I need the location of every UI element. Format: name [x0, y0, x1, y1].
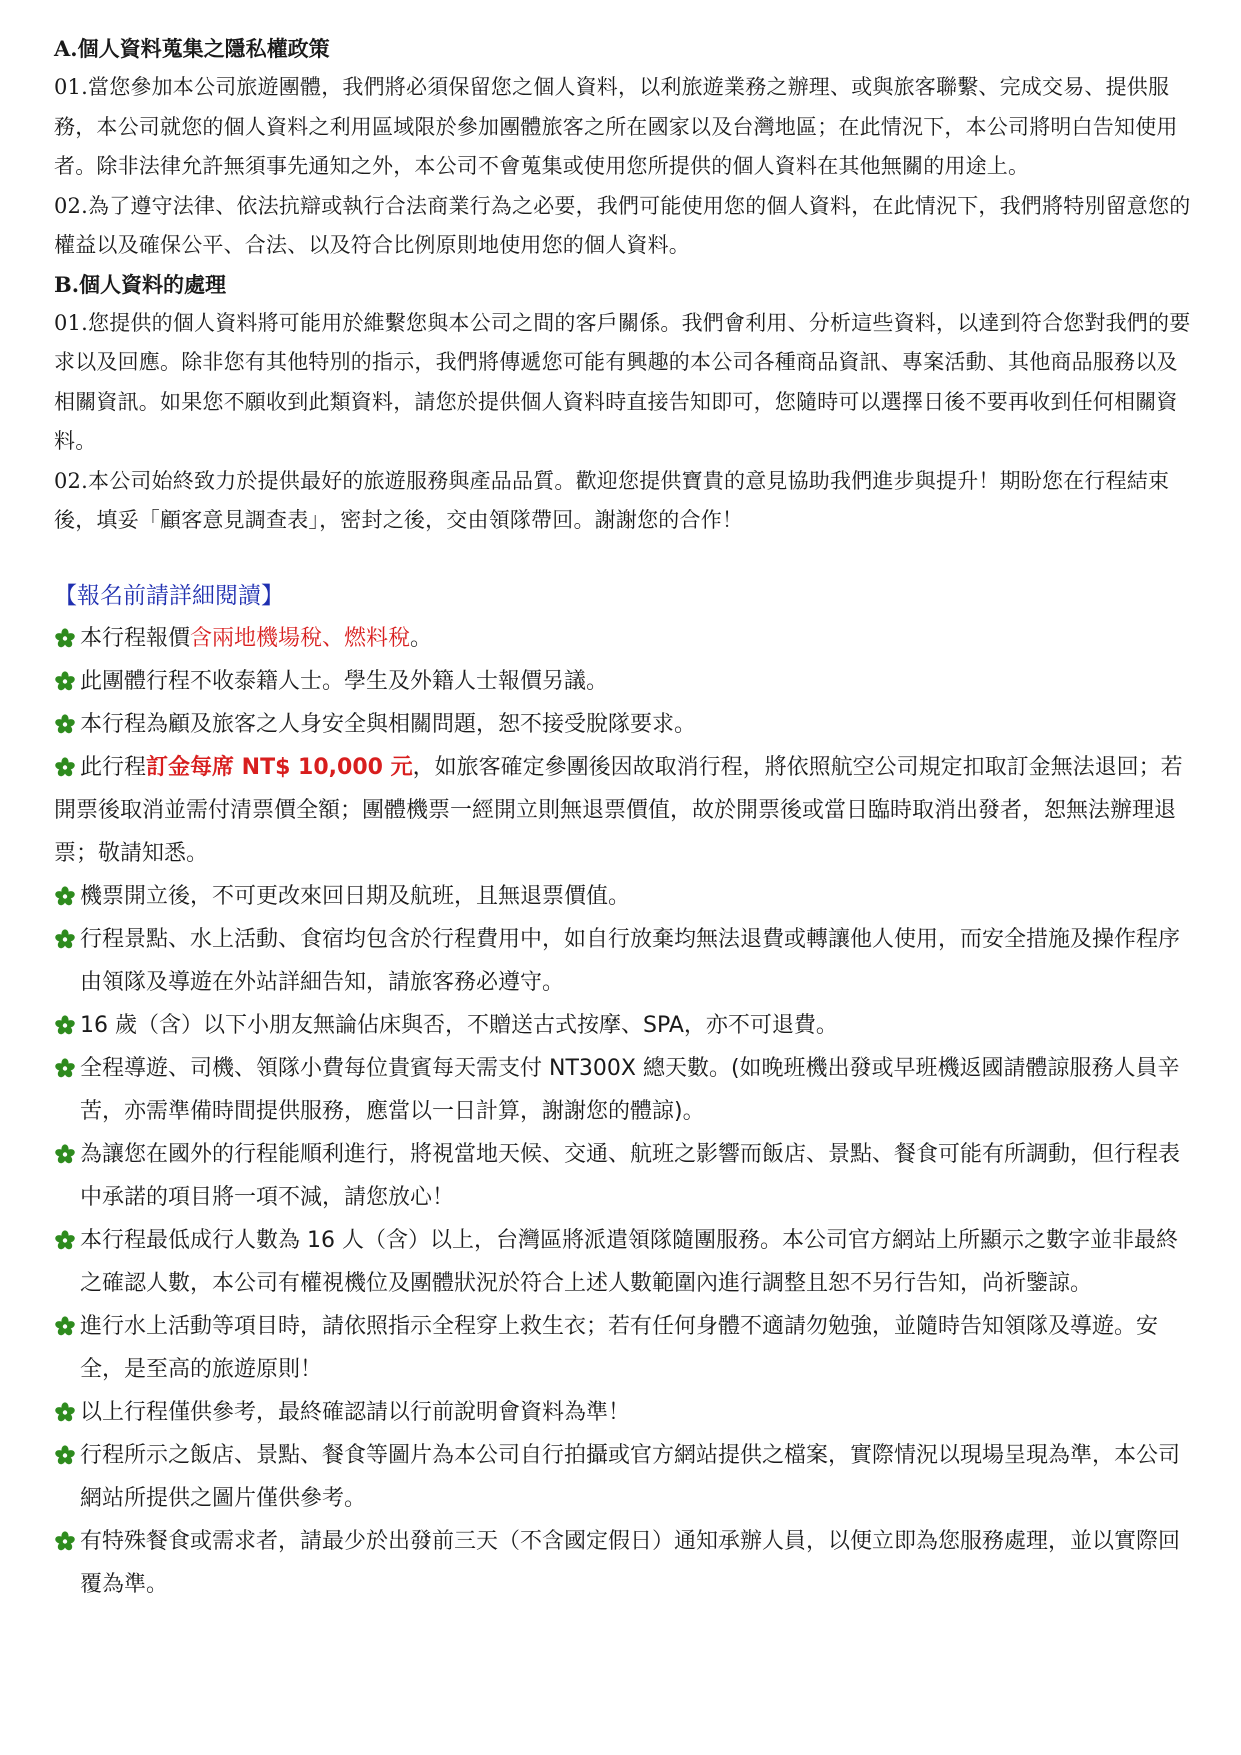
notice-item-reference: 以上行程僅供參考，最終確認請以行前說明會資料為準！	[54, 1391, 1196, 1434]
section-a-paragraph-1: 01.當您參加本公司旅遊團體，我們將必須保留您之個人資料，以利旅遊業務之辦理、或與旅客聯繫、完成交易、提供服務，本公司就您的個人資料之利用區域限於參加團體旅客之所在國家以及台灣地區；在此情況下，本公司將明白告知使用者。除非法律允許無須事先通知之外，本公司不會蒐集或使用您所提供的個人資料在其他無關的用途上。	[54, 75, 1178, 178]
section-b-paragraph-2: 02.本公司始終致力於提供最好的旅遊服務與產品品質。歡迎您提供寶貴的意見協助我們進步與提升！期盼您在行程結束後，填妥「顧客意見調查表」，密封之後，交由領隊帶回。謝謝您的合作！	[54, 468, 1170, 532]
flower-icon	[54, 1133, 78, 1176]
flower-icon	[54, 918, 78, 961]
notice-item-activities: 行程景點、水上活動、食宿均包含於行程費用中，如自行放棄均無法退費或轉讓他人使用，而安全措施及操作程序由領隊及導遊在外站詳細告知，請旅客務必遵守。	[54, 918, 1196, 1004]
document-page	[54, 30, 1196, 1606]
flower-icon	[54, 660, 78, 703]
flower-icon	[54, 1434, 78, 1477]
flower-icon	[54, 1520, 78, 1563]
flower-icon	[54, 1305, 78, 1348]
notice-list	[54, 617, 1196, 1606]
notice-item-special-meals: 有特殊餐食或需求者，請最少於出發前三天（不含國定假日）通知承辦人員，以便立即為您服務處理，並以實際回覆為準。	[54, 1520, 1196, 1606]
section-b-paragraph-1: 01.您提供的個人資料將可能用於維繫您與本公司之間的客戶關係。我們會利用、分析這些資料，以達到符合您對我們的要求以及回應。除非您有其他特別的指示，我們將傳遞您可能有興趣的本公司各種商品資訊、專案活動、其他商品服務以及相關資訊。如果您不願收到此類資料，請您於提供個人資料時直接告知即可，您隨時可以選擇日後不要再收到任何相關資料。	[54, 310, 1191, 453]
flower-icon	[54, 703, 78, 746]
flower-icon	[54, 1047, 78, 1090]
notice-item-adjustments: 為讓您在國外的行程能順利進行，將視當地天候、交通、航班之影響而飯店、景點、餐食可能有所調動，但行程表中承諾的項目將一項不減，請您放心！	[54, 1133, 1196, 1219]
flower-icon	[54, 1219, 78, 1262]
notice-item-price: 本行程報價含兩地機場稅、燃料稅。	[54, 617, 1196, 660]
notice-item-deposit: 此行程訂金每席 NT$ 10,000 元，如旅客確定參團後因故取消行程，將依照航空公司規定扣取訂金無法退回；若開票後取消並需付清票價全額；團體機票一經開立則無退票價值，故於開票後或當日臨時取消出發者，恕無法辦理退票；敬請知悉。	[54, 746, 1196, 875]
highlight-deposit: 訂金每席 NT$ 10,000 元	[146, 754, 413, 780]
notice-item-children: 16 歲（含）以下小朋友無論佔床與否，不贈送古式按摩、SPA，亦不可退費。	[54, 1004, 1196, 1047]
section-b-title: B.個人資料的處理	[54, 271, 227, 297]
notice-title: 【報名前請詳細閱讀】	[54, 582, 284, 609]
highlight-taxes: 含兩地機場稅、燃料稅	[190, 625, 411, 651]
flower-icon	[54, 1391, 78, 1434]
flower-icon	[54, 1004, 78, 1047]
notice-item-minimum: 本行程最低成行人數為 16 人（含）以上，台灣區將派遣領隊隨團服務。本公司官方網站上所顯示之數字並非最終之確認人數，本公司有權視機位及團體狀況於符合上述人數範圍內進行調整且恕不另行告知，尚祈鑒諒。	[54, 1219, 1196, 1305]
section-a-title: A.個人資料蒐集之隱私權政策	[54, 36, 330, 61]
flower-icon	[54, 875, 78, 918]
notice-item-tips: 全程導遊、司機、領隊小費每位貴賓每天需支付 NT300X 總天數。(如晚班機出發或早班機返國請體諒服務人員辛苦，亦需準備時間提供服務，應當以一日計算，謝謝您的體諒)。	[54, 1047, 1196, 1133]
section-a-paragraph-2: 02.為了遵守法律、依法抗辯或執行合法商業行為之必要，我們可能使用您的個人資料，在此情況下，我們將特別留意您的權益以及確保公平、合法、以及符合比例原則地使用您的個人資料。	[54, 193, 1191, 257]
notice-item-safety: 進行水上活動等項目時，請依照指示全程穿上救生衣；若有任何身體不適請勿勉強，並隨時告知領隊及導遊。安全，是至高的旅遊原則！	[54, 1305, 1196, 1391]
notice-item-no-leave: 本行程為顧及旅客之人身安全與相關問題，恕不接受脫隊要求。	[54, 703, 1196, 746]
notice-item-images: 行程所示之飯店、景點、餐食等圖片為本公司自行拍攝或官方網站提供之檔案，實際情況以現場呈現為準，本公司網站所提供之圖片僅供參考。	[54, 1434, 1196, 1520]
notice-item-ticket: 機票開立後，不可更改來回日期及航班，且無退票價值。	[54, 875, 1196, 918]
flower-icon	[54, 746, 78, 789]
notice-item-nationality: 此團體行程不收泰籍人士。學生及外籍人士報價另議。	[54, 660, 1196, 703]
flower-icon	[54, 617, 78, 660]
